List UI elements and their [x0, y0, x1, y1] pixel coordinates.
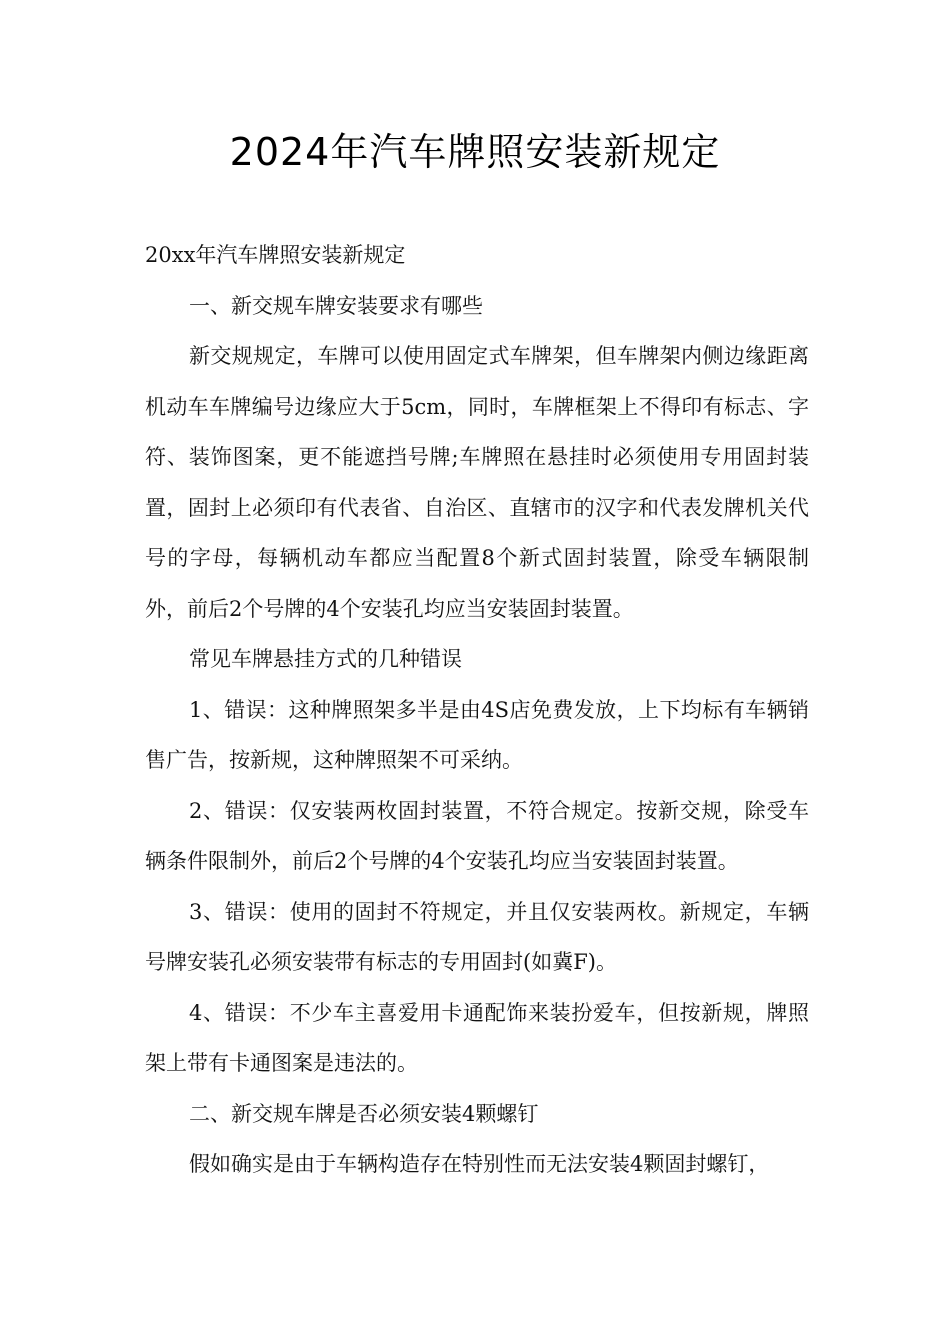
section-heading-2: 二、新交规车牌是否必须安装4颗螺钉 [189, 1101, 539, 1126]
error-item-1: 1、错误：这种牌照架多半是由4S店免费发放，上下均标有车辆销售广告，按新规，这种牌照架不可采纳。 [145, 697, 809, 772]
error-item-4: 4、错误：不少车主喜爱用卡通配饰来装扮爱车，但按新规，牌照架上带有卡通图案是违法的。 [145, 1000, 809, 1075]
document-body [145, 230, 809, 1190]
error-item-2: 2、错误：仅安装两枚固封装置，不符合规定。按新交规，除受车辆条件限制外，前后2个号牌的4个安装孔均应当安装固封装置。 [145, 798, 809, 873]
section-heading-1: 一、新交规车牌安装要求有哪些 [189, 293, 483, 318]
regulation-paragraph: 新交规规定，车牌可以使用固定式车牌架，但车牌架内侧边缘距离机动车车牌编号边缘应大于5cm，同时，车牌框架上不得印有标志、字符、装饰图案，更不能遮挡号牌;车牌照在悬挂时必须使用专用固封装置，固封上必须印有代表省、自治区、直辖市的汉字和代表发牌机关代号的字母，每辆机动车都应当配置8个新式固封装置，除受车辆限制外，前后2个号牌的4个安装孔均应当安装固封装置。 [145, 344, 809, 621]
screw-paragraph: 假如确实是由于车辆构造存在特别性而无法安装4颗固封螺钉， [189, 1152, 770, 1176]
subtitle-paragraph: 20xx年汽车牌照安装新规定 [145, 243, 406, 267]
error-item-3: 3、错误：使用的固封不符规定，并且仅安装两枚。新规定，车辆号牌安装孔必须安装带有标志的专用固封(如冀F)。 [145, 899, 809, 974]
errors-heading: 常见车牌悬挂方式的几种错误 [189, 647, 462, 671]
document-title: 2024年汽车牌照安装新规定 [229, 130, 721, 174]
